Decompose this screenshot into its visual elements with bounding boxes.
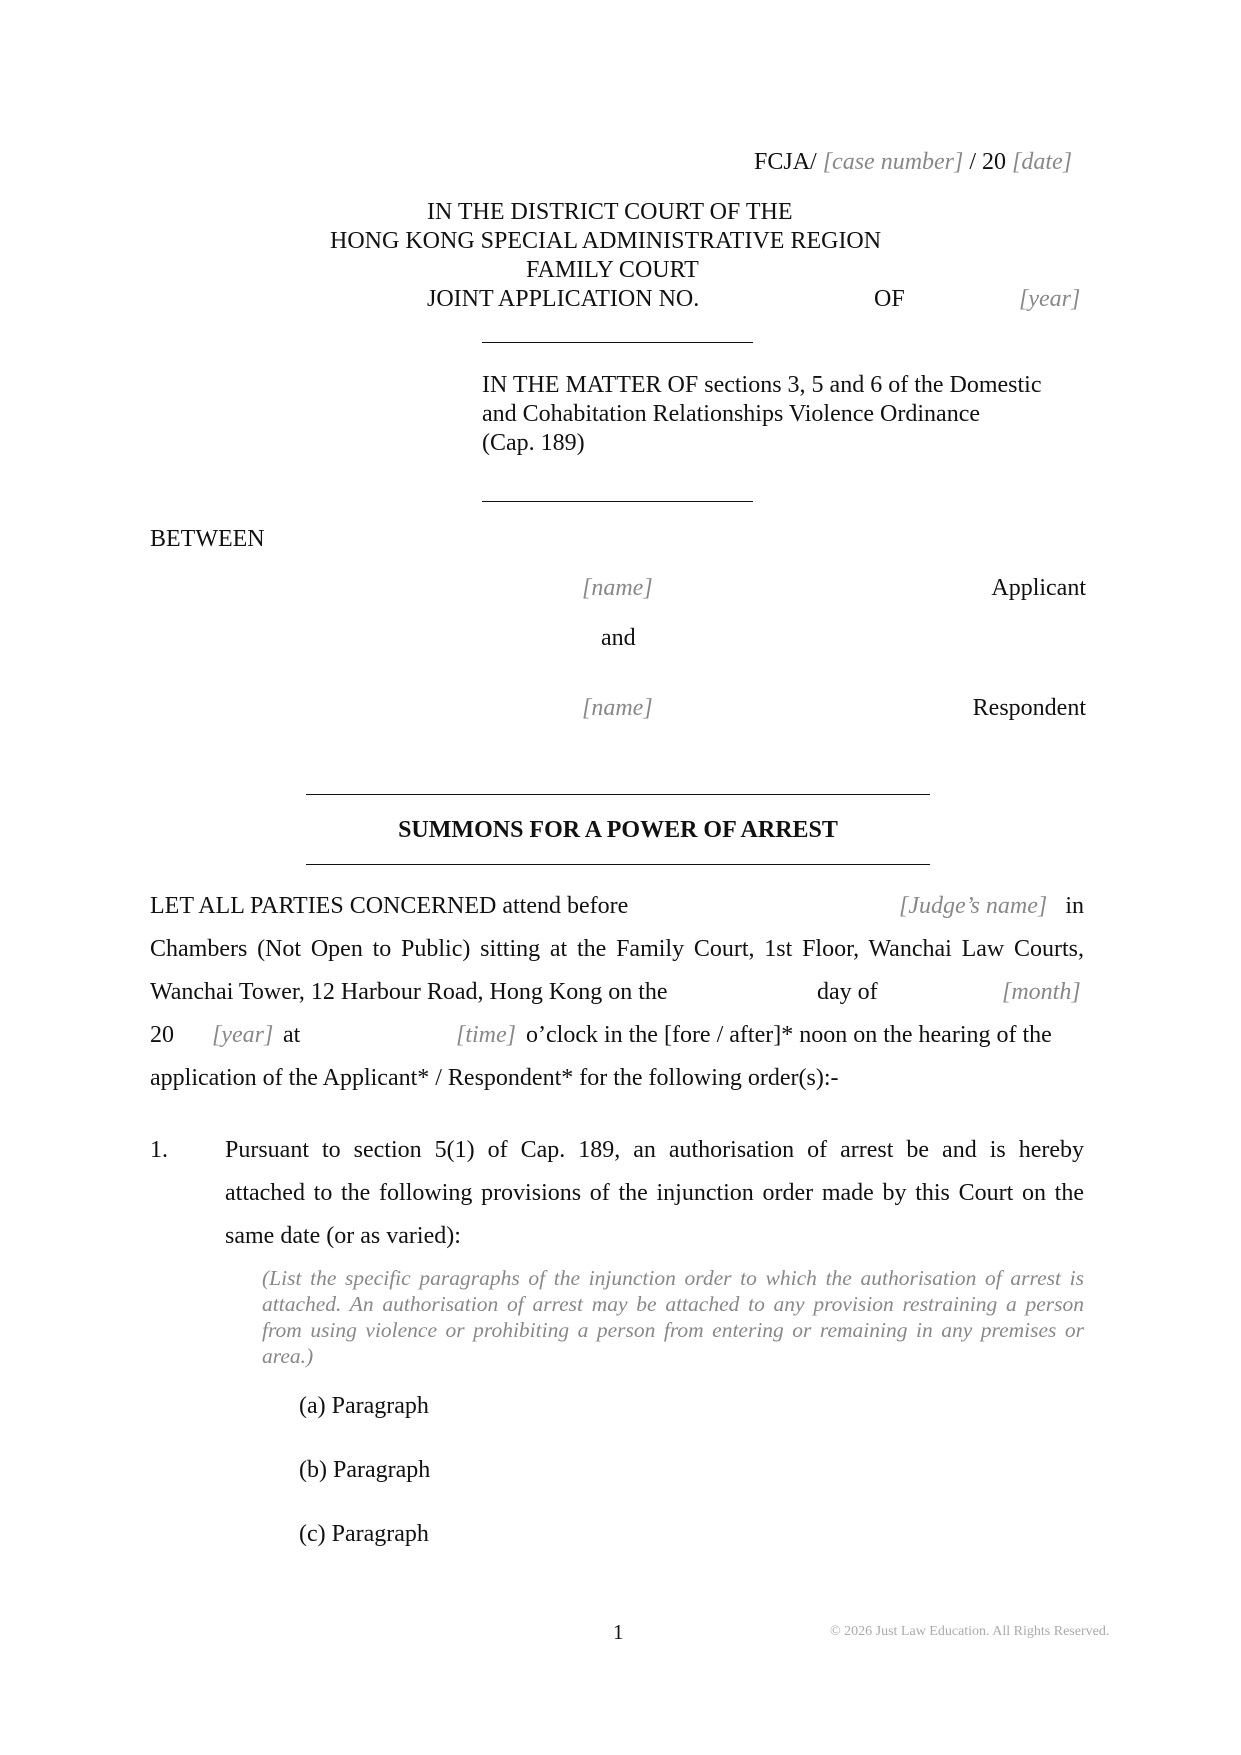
respondent-label: Respondent <box>972 695 1086 721</box>
time-placeholder: [time] <box>456 1022 516 1048</box>
matter-line1: IN THE MATTER OF sections 3, 5 and 6 of the Domestic <box>482 372 1042 398</box>
item1-line1: Pursuant to section 5(1) of Cap. 189, an authorisation of arrest be and is hereby <box>225 1137 1084 1163</box>
body-line4-rest: o’clock in the [fore / after]* noon on the hearing of the <box>526 1022 1052 1048</box>
body-line4-at: at <box>283 1022 301 1048</box>
case-year-sep: / 20 <box>969 149 1007 175</box>
item1-number: 1. <box>150 1137 168 1163</box>
paragraph-b: (b) Paragraph <box>299 1457 431 1483</box>
applicant-name-placeholder: [name] <box>582 575 653 601</box>
joint-application-of: OF <box>874 286 905 312</box>
title-rule-top <box>306 794 930 795</box>
case-date-placeholder: [date] <box>1012 149 1073 175</box>
respondent-name-placeholder: [name] <box>582 695 653 721</box>
item1-line2: attached to the following provisions of the injunction order made by this Court on the <box>225 1180 1084 1206</box>
body-line2: Chambers (Not Open to Public) sitting at the Family Court, 1st Floor, Wanchai Law Courts, <box>150 936 1084 962</box>
applicant-label: Applicant <box>991 575 1086 601</box>
body-line3-text: Wanchai Tower, 12 Harbour Road, Hong Kong on the <box>150 979 668 1005</box>
body-line4-20: 20 <box>150 1022 174 1048</box>
matter-line2: and Cohabitation Relationships Violence Ordinance <box>482 401 980 427</box>
item1-line3: same date (or as varied): <box>225 1223 461 1249</box>
case-number-placeholder: [case number] <box>822 149 964 175</box>
copyright-notice: © 2026 Just Law Education. All Rights Reserved. <box>830 1624 1110 1639</box>
body-line1-text: LET ALL PARTIES CONCERNED attend before <box>150 893 629 919</box>
case-reference <box>754 148 1072 176</box>
joint-application-year-placeholder: [year] <box>1019 286 1081 312</box>
paragraph-a: (a) Paragraph <box>299 1393 429 1419</box>
page-number: 1 <box>613 1620 624 1644</box>
body-line5: application of the Applicant* / Respondent* for the following order(s):- <box>150 1065 839 1091</box>
between-label: BETWEEN <box>150 526 265 552</box>
court-heading-line1: IN THE DISTRICT COURT OF THE <box>427 199 793 225</box>
divider-short-bottom <box>482 501 753 502</box>
title-rule-bottom <box>306 864 930 865</box>
matter-line3: (Cap. 189) <box>482 430 585 456</box>
joint-application-label: JOINT APPLICATION NO. <box>427 286 700 312</box>
instruction-note-line2: attached. An authorisation of arrest may be attached to any provision restraining a person <box>262 1292 1084 1316</box>
instruction-note-line4: area.) <box>262 1344 314 1368</box>
body-line3-dayof: day of <box>817 979 878 1005</box>
and-label: and <box>601 625 636 651</box>
instruction-note-line3: from using violence or prohibiting a person from entering or remaining in any premises or <box>262 1318 1084 1342</box>
body-line1-in: in <box>1065 893 1084 919</box>
court-heading-line2: HONG KONG SPECIAL ADMINISTRATIVE REGION <box>330 228 882 254</box>
judge-name-placeholder: [Judge’s name] <box>899 893 1048 919</box>
divider-short-top <box>482 342 753 343</box>
case-prefix: FCJA/ <box>754 149 817 175</box>
month-placeholder: [month] <box>1002 979 1081 1005</box>
paragraph-c: (c) Paragraph <box>299 1521 429 1547</box>
court-heading-line3: FAMILY COURT <box>526 257 699 283</box>
document-title: SUMMONS FOR A POWER OF ARREST <box>398 817 838 843</box>
instruction-note-line1: (List the specific paragraphs of the injunction order to which the authorisation of arrest is <box>262 1266 1084 1290</box>
hearing-year-placeholder: [year] <box>212 1022 274 1048</box>
